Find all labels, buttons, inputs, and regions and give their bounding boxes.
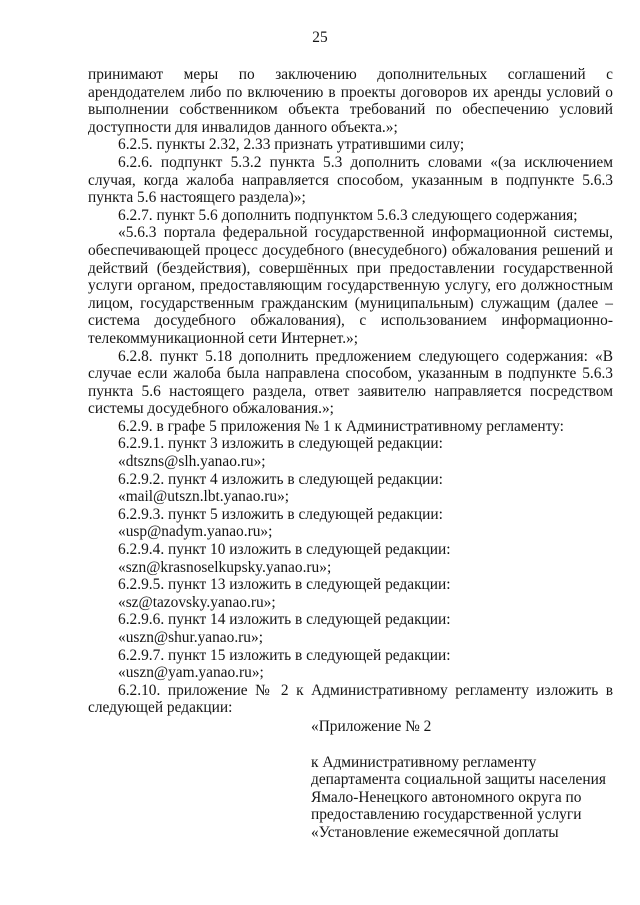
paragraph-continuation: принимают меры по заключению дополнительных соглашений с арендодателем либо по включению в проекты договоров их аренды условий о выполнении собственником объекта требований по обеспечению условий доступности для инвалидов данного объекта.»; bbox=[88, 66, 613, 136]
annex-line: Ямало-Ненецкого автономного округа по bbox=[311, 788, 582, 806]
email-value: «sz@tazovsky.yanao.ru»; bbox=[118, 593, 276, 611]
paragraph-6-2-9-6: 6.2.9.6. пункт 14 изложить в следующей редакции: bbox=[118, 611, 451, 629]
annex-title: «Приложение № 2 bbox=[311, 718, 432, 735]
email-value: «mail@utszn.lbt.yanao.ru»; bbox=[118, 488, 290, 506]
annex-header bbox=[311, 718, 611, 842]
paragraph-6-2-9-1: 6.2.9.1. пункт 3 изложить в следующей редакции: bbox=[118, 435, 443, 453]
email-value: «usp@nadym.yanao.ru»; bbox=[118, 523, 273, 541]
paragraph-6-2-8: 6.2.8. пункт 5.18 дополнить предложением следующего содержания: «В случае если жалоба была направлена способом, указанным в подпункте 5.6.3 пункта 5.6 настоящего раздела, ответ заявителю направляется посредством системы досудебного обжалования.»; bbox=[88, 347, 613, 418]
paragraph-5-6-3: «5.6.3 портала федеральной государственной информационной системы, обеспечивающей процесс досудебного (внесудебного) обжалования решений и действий (бездействия), совершённых при предоставлении государственной услуги органом, предоставляющим государственную услугу, его должностным лицом, государственным гражданским (муниципальным) служащим (далее – система досудебного обжалования), с использованием информационно-телекоммуникационной сети Интернет.»; bbox=[88, 224, 613, 347]
paragraph-6-2-7: 6.2.7. пункт 5.6 дополнить подпунктом 5.6.3 следующего содержания; bbox=[118, 206, 578, 224]
email-value: «dtszns@slh.yanao.ru»; bbox=[118, 453, 266, 471]
annex-line: предоставлению государственной услуги bbox=[311, 806, 582, 824]
document-body bbox=[88, 66, 613, 717]
email-value: «uszn@yam.yanao.ru»; bbox=[118, 664, 264, 682]
annex-line: к Административному регламенту bbox=[311, 753, 537, 771]
paragraph-6-2-9-2: 6.2.9.2. пункт 4 изложить в следующей редакции: bbox=[118, 470, 443, 488]
paragraph-6-2-9-4: 6.2.9.4. пункт 10 изложить в следующей редакции: bbox=[118, 541, 451, 559]
email-value: «uszn@shur.yanao.ru»; bbox=[118, 629, 263, 646]
paragraph-6-2-9-7: 6.2.9.7. пункт 15 изложить в следующей редакции: bbox=[118, 646, 451, 664]
email-value: «szn@krasnoselkupsky.yanao.ru»; bbox=[118, 558, 332, 576]
paragraph-6-2-6: 6.2.6. подпункт 5.3.2 пункта 5.3 дополнить словами «(за исключением случая, когда жалоба направляется способом, указанным в подпункте 5.6.3 пункта 5.6 настоящего раздела)»; bbox=[88, 153, 613, 207]
page-number: 25 bbox=[312, 29, 328, 46]
paragraph-6-2-9-5: 6.2.9.5. пункт 13 изложить в следующей редакции: bbox=[118, 576, 451, 594]
annex-line: «Установление ежемесячной доплаты bbox=[311, 823, 559, 841]
paragraph-6-2-9-3: 6.2.9.3. пункт 5 изложить в следующей редакции: bbox=[118, 505, 443, 523]
paragraph-6-2-9: 6.2.9. в графе 5 приложения № 1 к Административному регламенту: bbox=[118, 417, 564, 435]
annex-line: департамента социальной защиты населения bbox=[311, 771, 606, 789]
paragraph-6-2-10: 6.2.10. приложение № 2 к Административному регламенту изложить в следующей редакции: bbox=[88, 681, 613, 717]
annex-subtitle bbox=[311, 754, 611, 842]
paragraph-6-2-5: 6.2.5. пункты 2.32, 2.33 признать утратившими силу; bbox=[118, 136, 465, 154]
